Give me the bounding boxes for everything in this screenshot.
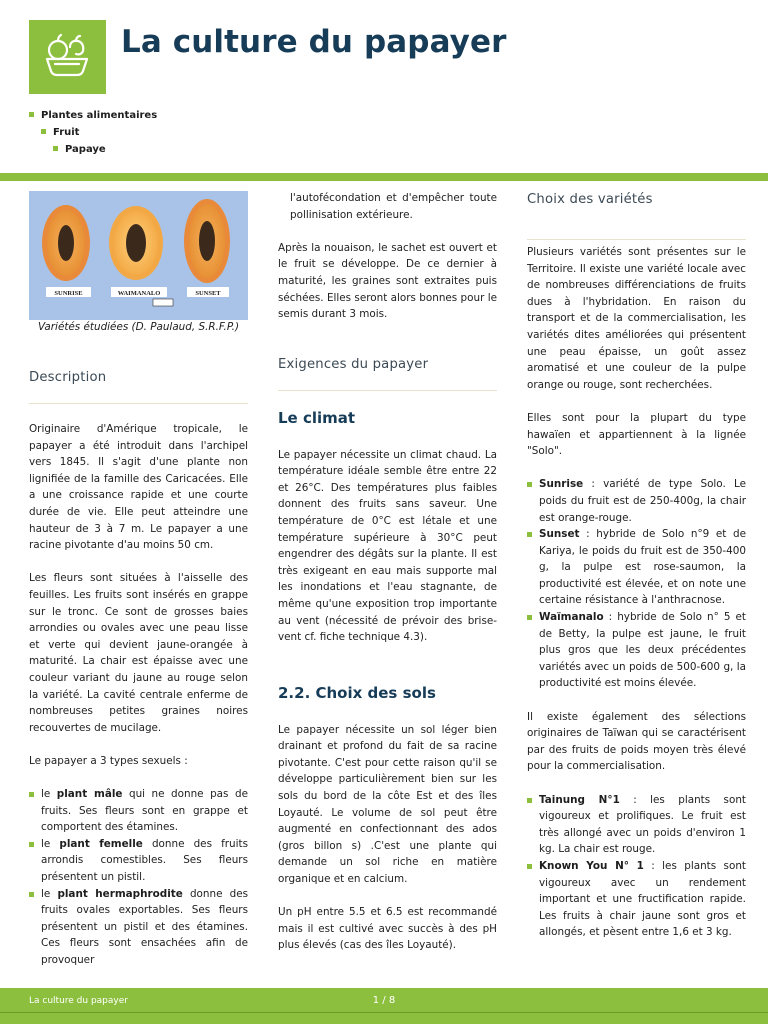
heading-rule: [29, 403, 248, 404]
fruit-logo: [29, 20, 106, 94]
page-footer: [0, 988, 768, 1024]
exigences-heading: Exigences du papayer: [278, 357, 429, 372]
exigences-heading-block: [278, 357, 497, 391]
bullet-icon: [29, 112, 34, 117]
page-number: 1 / 8: [372, 995, 396, 1006]
photo-caption: Variétés étudiées (D. Paulaud, S.R.F.P.): [37, 321, 240, 333]
description-paragraph: Originaire d'Amérique tropicale, le papayer a été introduit dans l'archipel vers 1845. Il s'agit d'une plante non lignifiée de la famille des Caricacées. Elle a une croissance rapide et une courte durée de vie. Elle peut atteindre une hauteur de 3 à 7 m. Le papayer a une racine pivotante d'au moins 50 cm.: [29, 423, 248, 552]
list-item: Known You N° 1 : les plants sont vigoureux avec un rendement important et une fructification rapide. Les fruits à chair jaune sont gros et allongés, et pèsent entre 1,6 et 3 kg.: [527, 858, 746, 941]
climat-title: Le climat: [278, 409, 356, 427]
varietes-paragraph: Plusieurs variétés sont présentes sur le Territoire. Il existe une variété locale avec de nombreuses différenciations de fruits dues à l'hybridation. En raison du transport et de la commercialisation, les variétés dites améliorées qui présentent une peau épaisse, un goût assez aromatisé et une couleur de la pulpe orange ou rouge, sont recherchées.: [527, 246, 746, 391]
sols-section: [278, 685, 497, 954]
taiwan-list: [527, 792, 746, 941]
varietes-body: [527, 244, 746, 941]
varietes-heading: Choix des variétés: [527, 192, 653, 207]
varietes-paragraph: Elles sont pour la plupart du type hawaïen et appartiennent à la lignée "Solo".: [527, 411, 746, 458]
photo-label-waimanalo: WAIMANALO: [117, 290, 161, 297]
header-divider: [0, 173, 768, 181]
list-item: Sunrise : variété de type Solo. Le poids du fruit est de 250-400g, la chair est orange-rouge.: [527, 476, 746, 526]
photo-label-sunset: SUNSET: [195, 290, 221, 297]
page-title: La culture du papayer: [121, 24, 507, 60]
list-item: Tainung N°1 : les plants sont vigoureux et prolifiques. Le fruit est très allongé avec un poids d'environ 1 kg. La chair est rouge.: [527, 792, 746, 858]
sols-title: 2.2. Choix des sols: [278, 684, 436, 702]
ph-paragraph: Un pH entre 5.5 et 6.5 est recommandé mais il est cultivé avec succès à des pH plus élevés (cas des îles Loyauté).: [278, 906, 497, 952]
description-paragraph: Le papayer a 3 types sexuels :: [29, 754, 188, 767]
breadcrumb-item-2[interactable]: Fruit: [41, 127, 79, 138]
climat-paragraph: Le papayer nécessite un climat chaud. La température idéale semble être entre 22 et 26°C. Des températures plus faibles donnent des fruits sans saveur. Une température de 0°C est létale et une température supérieure à 30°C peut engendrer des dégâts sur la plante. Il est très exigeant en eau mais supporte mal les inondations et l'eau stagnante, de même qu'une exposition trop importante au vent (nécessité de prévoir des brise-vent cf. fiche technique 4.3).: [278, 448, 497, 644]
papaya-photo: [29, 191, 248, 320]
climat-section: [278, 410, 497, 646]
nouaison-paragraph: Après la nouaison, le sachet est ouvert et le fruit se développe. De ce dernier à maturité, les graines sont extraites puis séchées. Elles seront alors bonnes pour le semis durant 3 mois.: [278, 241, 497, 321]
heading-rule: [278, 390, 497, 391]
description-paragraph: Les fleurs sont situées à l'aisselle des feuilles. Les fruits sont insérés en grappe sur le tronc. Ce sont de grosses baies arrondies ou ovales avec une peau lisse et verte qui devient jaune-orangée à maturité. La chair est épaisse avec une couleur variant du jaune au rouge selon la variété. La cavité centrale enferme de nombreuses petites graines noires recouvertes de mucilage.: [29, 572, 248, 734]
heading-rule: [527, 239, 746, 240]
list-item: le plant femelle donne des fruits arrondis comestibles. Ses fleurs présentent un pistil.: [29, 836, 248, 886]
footer-rule: [0, 1012, 768, 1013]
varieties-list: [527, 476, 746, 692]
column-2: [278, 190, 497, 323]
footer-title: La culture du papayer: [29, 996, 128, 1006]
sols-paragraph: Le papayer nécessite un sol léger bien drainant et profond du fait de sa racine pivotante. C'est pour cette raison qu'il se développe particulièrement bien sur les sols du bord de la côte Est et des îles Loyauté. Le volume de sol peut être augmenté en confectionnant des ados (gros billon s) .C'est une plante qui demande un sol riche en matière organique et en calcium.: [278, 723, 497, 885]
fruit-basket-icon: [43, 33, 91, 79]
list-item: le plant hermaphrodite donne des fruits ovales exportables. Ses fleurs présentent un pistil et des étamines. Ces fleurs sont ensachées afin de provoquer: [29, 886, 248, 969]
description-heading: Description: [29, 370, 107, 385]
photo-label-sunrise: SUNRISE: [54, 290, 83, 297]
varietes-heading-block: [527, 192, 746, 240]
bullet-icon: [41, 129, 46, 134]
bullet-icon: [53, 146, 58, 151]
list-item: Waïmanalo : hybride de Solo n° 5 et de Betty, la pulpe est jaune, le fruit plus gros que les deux précédentes variétés avec un poids de 500-600 g, la productivité est moins élevée.: [527, 609, 746, 692]
taiwan-paragraph: Il existe également des sélections originaires de Taïwan qui se caractérisent par des fruits de poids moyen très élevé pour la commercialisation.: [527, 710, 746, 773]
description-body: [29, 421, 248, 969]
description-heading-block: [29, 370, 248, 404]
breadcrumb-item-3[interactable]: Papaye: [53, 144, 106, 155]
continued-paragraph: l'autofécondation et d'empêcher toute pollinisation extérieure.: [290, 192, 497, 221]
sex-types-list: [29, 786, 248, 969]
list-item: Sunset : hybride de Solo n°9 et de Kariya, le poids du fruit est de 350-400 g, la pulpe est rose-saumon, la productivité est élevée, et on note une certaine résistance à l'anthracnose.: [527, 526, 746, 609]
breadcrumb-item-1[interactable]: Plantes alimentaires: [29, 110, 157, 121]
list-item: le plant mâle qui ne donne pas de fruits. Ses fleurs sont en grappe et comportent des étamines.: [29, 786, 248, 836]
